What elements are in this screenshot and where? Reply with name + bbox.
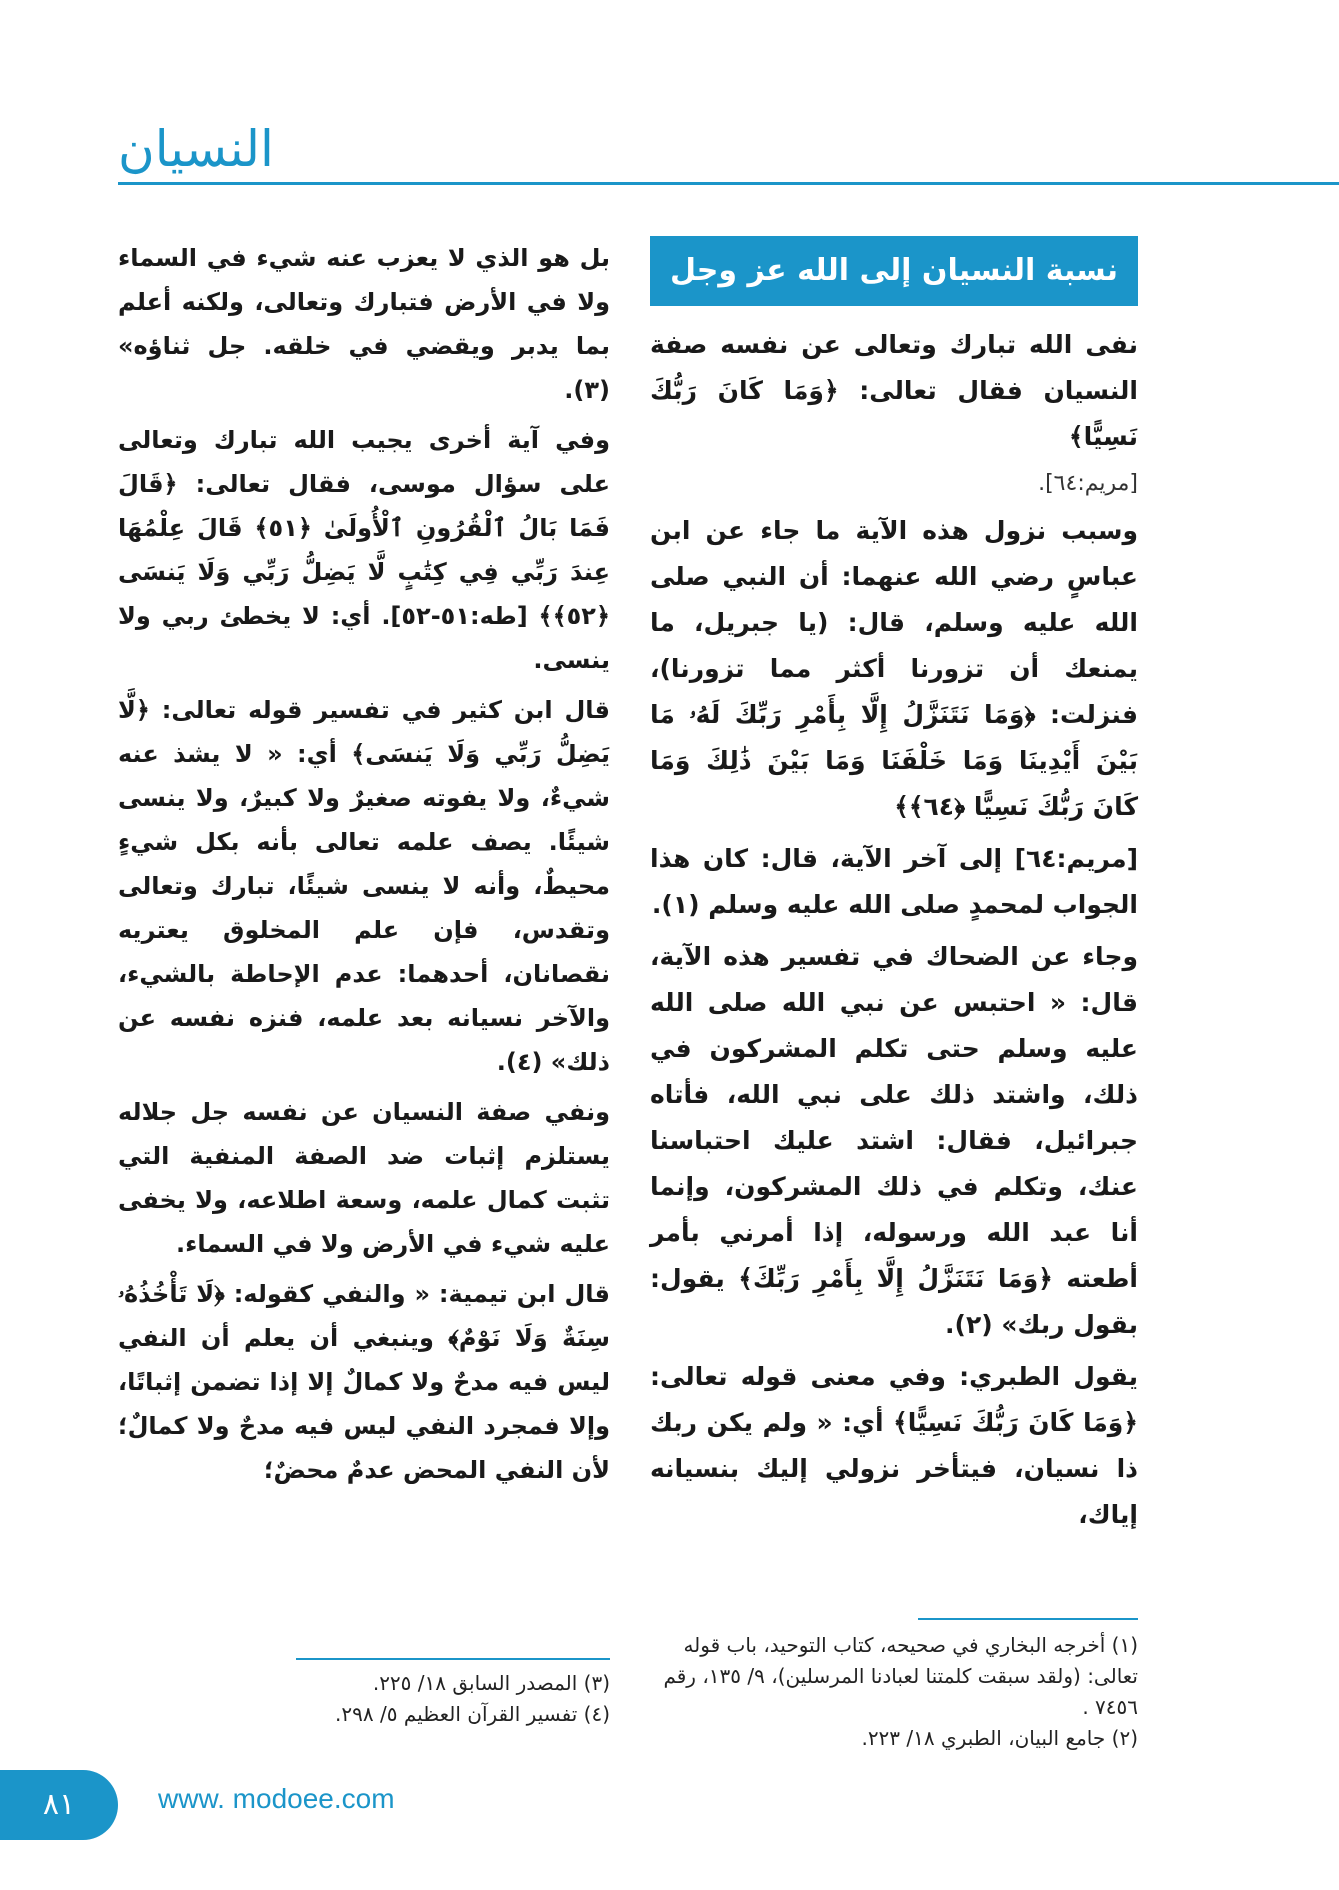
page-number-badge: ٨١ <box>0 1770 118 1840</box>
paragraph: وسبب نزول هذه الآية ما جاء عن ابن عباسٍ رضي الله عنهما: أن النبي صلى الله عليه وسلم، قال: (يا جبريل، ما يمنعك أن تزورنا أكثر مما تزورنا)، فنزلت: ﴿وَمَا نَتَنَزَّلُ إِلَّا بِأَمْرِ رَبِّكَ لَهُۥ مَا بَيْنَ أَيْدِينَا وَمَا خَلْفَنَا وَمَا بَيْنَ ذَٰلِكَ وَمَا كَانَ رَبُّكَ نَسِيًّا ﴿٦٤﴾﴾ <box>650 516 1138 821</box>
paragraph: نفى الله تبارك وتعالى عن نفسه صفة النسيان فقال تعالى: ﴿وَمَا كَانَ رَبُّكَ نَسِيًّا﴾ <box>650 330 1138 451</box>
footnotes-left <box>118 1668 610 1730</box>
footnote: (١) أخرجه البخاري في صحيحه، كتاب التوحيد، باب قوله تعالى: (ولقد سبقت كلمتنا لعبادنا المرسلين)، ٩/ ١٣٥، رقم ٧٤٥٦ . <box>663 1633 1138 1719</box>
left-column <box>118 236 610 1498</box>
footnote-divider-right <box>918 1618 1138 1620</box>
paragraph: قال ابن كثير في تفسير قوله تعالى: ﴿لَّا يَضِلُّ رَبِّي وَلَا يَنسَى﴾ أي: « لا يشذ عنه شيءٌ، ولا يفوته صغيرٌ ولا كبيرٌ، ولا ينسى شيئًا. يصف علمه تعالى بأنه بكل شيءٍ محيطٌ، وأنه لا ينسى شيئًا، تبارك وتعالى وتقدس، فإن علم المخلوق يعتريه نقصانان، أحدهما: عدم الإحاطة بالشيء، والآخر نسيانه بعد علمه، فنزه نفسه عن ذلك» (٤). <box>118 696 610 1076</box>
paragraph: يقول الطبري: وفي معنى قوله تعالى: ﴿وَمَا كَانَ رَبُّكَ نَسِيًّا﴾ أي: « ولم يكن ربك ذا نسيان، فيتأخر نزولي إليك بنسيانه إياك، <box>650 1362 1138 1529</box>
section-title: نسبة النسيان إلى الله عز وجل <box>650 236 1138 306</box>
right-column <box>650 236 1138 1544</box>
paragraph: ونفي صفة النسيان عن نفسه جل جلاله يستلزم إثبات ضد الصفة المنفية التي تثبت كمال علمه، وسعة اطلاعه، ولا يخفى عليه شيء في الأرض ولا في السماء. <box>118 1098 610 1258</box>
header-divider <box>118 182 1339 185</box>
paragraph: وفي آية أخرى يجيب الله تبارك وتعالى على سؤال موسى، فقال تعالى: ﴿قَالَ فَمَا بَالُ ٱلْقُرُونِ ٱلْأُولَىٰ ﴿٥١﴾ قَالَ عِلْمُهَا عِندَ رَبِّي فِي كِتَٰبٍ لَّا يَضِلُّ رَبِّي وَلَا يَنسَى ﴿٥٢﴾﴾ [طه:٥١-٥٢]. أي: لا يخطئ ربي ولا ينسى. <box>118 426 610 674</box>
page-header-title: النسيان <box>118 120 274 178</box>
footnote: (٢) جامع البيان، الطبري ١٨/ ٢٢٣. <box>861 1726 1138 1750</box>
paragraph: وجاء عن الضحاك في تفسير هذه الآية، قال: « احتبس عن نبي الله صلى الله عليه وسلم حتى تكلم المشركون في ذلك، واشتد ذلك على نبي الله، فأتاه جبرائيل، فقال: اشتد عليك احتباسنا عنك، وتكلم في ذلك المشركون، وإنما أنا عبد الله ورسوله، إذا أمرني بأمر أطعته ﴿وَمَا نَتَنَزَّلُ إِلَّا بِأَمْرِ رَبِّكَ﴾ يقول: بقول ربك» (٢). <box>650 942 1138 1339</box>
paragraph: قال ابن تيمية: « والنفي كقوله: ﴿لَا تَأْخُذُهُۥ سِنَةٌ وَلَا نَوْمٌ﴾ وينبغي أن يعلم أن النفي ليس فيه مدحٌ ولا كمالٌ إلا إذا تضمن إثباتًا، وإلا فمجرد النفي ليس فيه مدحٌ ولا كمالٌ؛ لأن النفي المحض عدمٌ محضٌ؛ <box>118 1280 610 1484</box>
footnotes-right <box>650 1630 1138 1754</box>
footnote-divider-left <box>296 1658 610 1660</box>
paragraph: بل هو الذي لا يعزب عنه شيء في السماء ولا في الأرض فتبارك وتعالى، ولكنه أعلم بما يدبر ويقضي في خلقه. جل ثناؤه» (٣). <box>118 244 610 404</box>
website-link[interactable]: www. modoee.com <box>158 1783 395 1814</box>
citation: [مريم:٦٤]. <box>1038 471 1138 496</box>
footnote: (٣) المصدر السابق ١٨/ ٢٢٥. <box>372 1671 610 1695</box>
footnote: (٤) تفسير القرآن العظيم ٥/ ٢٩٨. <box>335 1702 610 1726</box>
paragraph: [مريم:٦٤] إلى آخر الآية، قال: كان هذا الجواب لمحمدٍ صلى الله عليه وسلم (١). <box>650 844 1138 919</box>
